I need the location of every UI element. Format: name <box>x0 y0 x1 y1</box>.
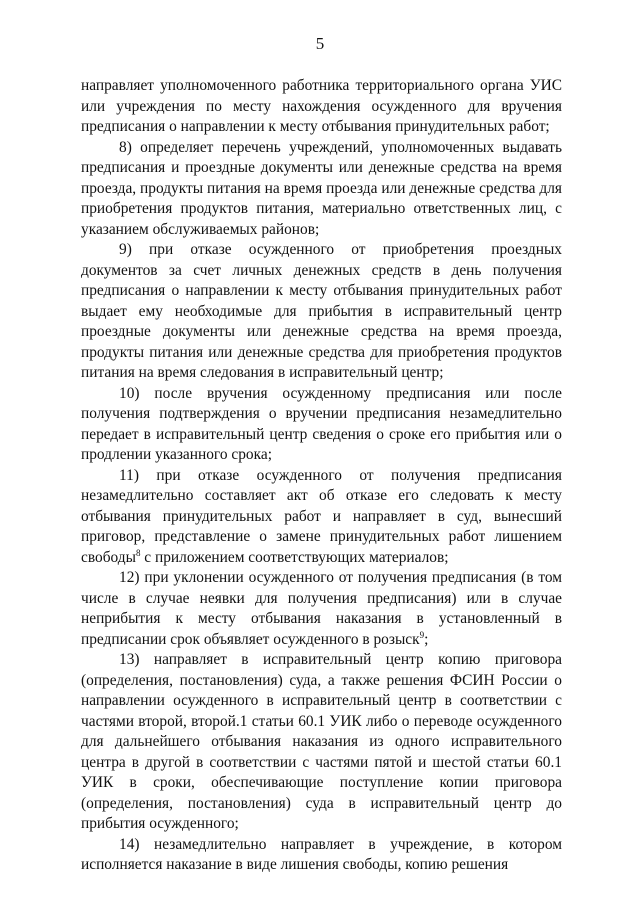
paragraph-text: 12) при уклонении осужденного от получения предписания (в том числе в случае неявки для получения предписания) или в случае неприбытия к месту отбывания наказания в установленный в предписании срок объявляет осужденного в розыск <box>81 569 562 648</box>
paragraph-text: 9) при отказе осужденного от приобретения проездных документов за счет личных денежных средств в день получения предписания о направлении к месту отбывания принудительных работ выдает ему необходимые для прибытия в исправительный центр проездные документы или денежные средства на время проезда, продукты питания или денежные средства для приобретения продуктов питания на время следования в исправительный центр; <box>81 241 562 381</box>
paragraph-continuation <box>81 76 562 138</box>
paragraph-item-14 <box>81 835 562 876</box>
paragraph-item-11 <box>81 466 562 569</box>
document-body <box>81 76 562 876</box>
paragraph-item-13 <box>81 650 562 835</box>
paragraph-item-12 <box>81 568 562 650</box>
footnote-ref[interactable]: 9 <box>419 629 425 640</box>
paragraph-text: 11) при отказе осужденного от получения предписания незамедлительно составляет акт об отказе его следовать к месту отбывания принудительных работ и направляет в суд, вынесший приговор, представление о замене принудительных работ лишением свободы <box>81 466 562 566</box>
paragraph-item-9 <box>81 240 562 384</box>
footnote-ref[interactable]: 8 <box>135 547 141 558</box>
paragraph-text: 13) направляет в исправительный центр копию приговора (определения, постановления) суда, а также решения ФСИН России о направлении осужденного в исправительный центр в соответствии с частями второй, второй.1 статьи 60.1 УИК либо о переводе осужденного для дальнейшего отбывания наказания из одного исправительного центра в другой в соответствии с частями пятой и шестой статьи 60.1 УИК в сроки, обеспечивающие поступление копии приговора (определения, постановления) суда в исправительный центр до прибытия осужденного; <box>81 651 562 832</box>
paragraph-text: направляет уполномоченного работника территориального органа УИС или учреждения по месту нахождения осужденного для вручения предписания о направлении к месту отбывания принудительных работ; <box>81 77 562 135</box>
paragraph-text-tail: с приложением соответствующих материалов; <box>140 548 449 566</box>
paragraph-text: 14) незамедлительно направляет в учреждение, в котором исполняется наказание в виде лишения свободы, копию решения <box>81 835 562 873</box>
paragraph-text-tail: ; <box>424 630 429 648</box>
paragraph-text: 8) определяет перечень учреждений, уполномоченных выдавать предписания и проездные документы или денежные средства на время проезда, продукты питания на время проезда или денежные средства для приобретения продуктов питания, материально ответственных лиц, с указанием обслуживаемых районов; <box>81 138 562 238</box>
paragraph-item-8 <box>81 138 562 241</box>
paragraph-item-10 <box>81 384 562 466</box>
paragraph-text: 10) после вручения осужденному предписания или после получения подтверждения о вручении предписания незамедлительно передает в исправительный центр сведения о сроке его прибытия или о продлении указанного срока; <box>81 384 562 463</box>
page-number: 5 <box>315 34 325 53</box>
